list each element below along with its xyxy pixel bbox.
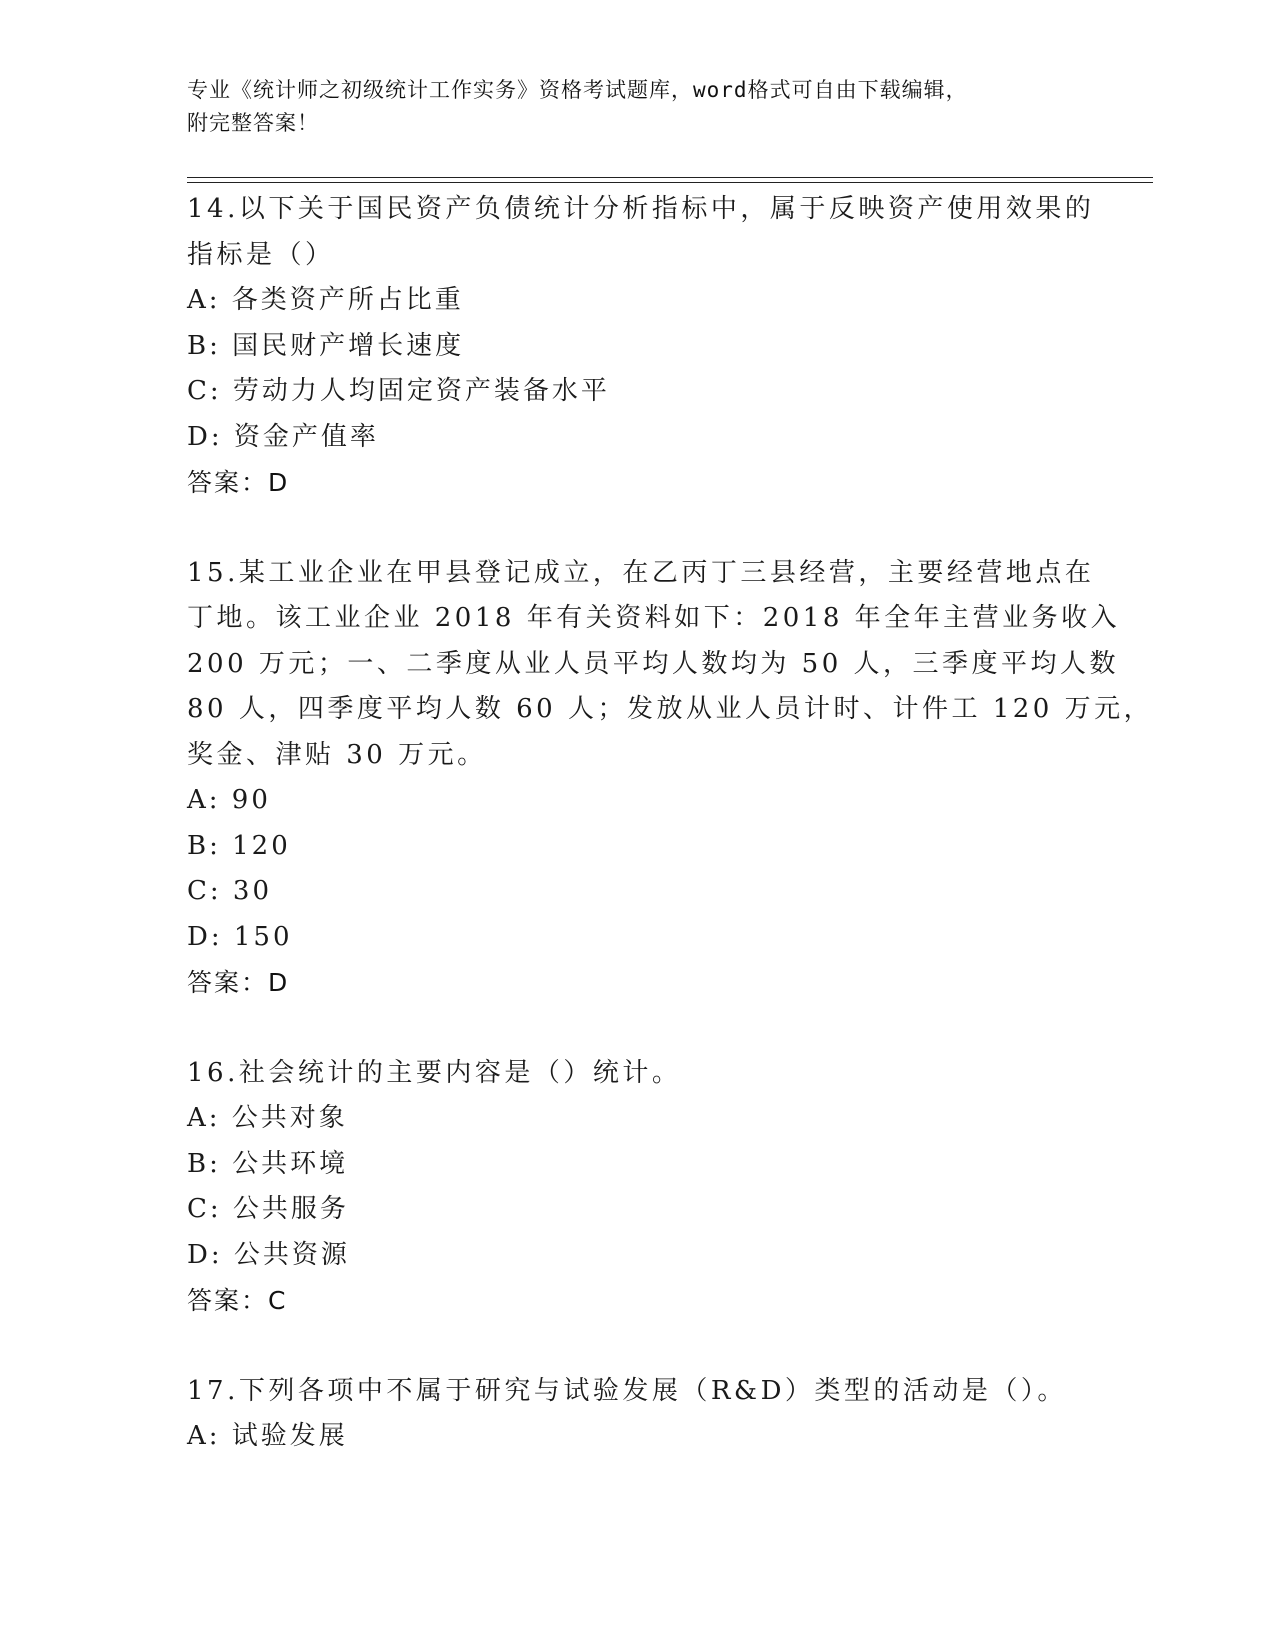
option-c: C: 公共服务 [187,1194,349,1224]
answer: 答案：D [187,968,290,997]
header-line-1: 专业《统计师之初级统计工作实务》资格考试题库，word格式可自由下载编辑， [187,78,968,102]
option-b: B: 公共环境 [187,1148,349,1179]
option-c: C: 劳动力人均固定资产装备水平 [187,376,610,406]
stem-line: 14.以下关于国民资产负债统计分析指标中，属于反映资产使用效果的 [187,194,1095,224]
header-line-2: 附完整答案！ [187,111,319,135]
option-d: D: 公共资源 [187,1239,350,1270]
question-15 [187,551,1154,1006]
answer: 答案：D [187,468,290,497]
stem-line: 指标是（） [187,239,335,270]
stem-line: 15.某工业企业在甲县登记成立，在乙丙丁三县经营，主要经营地点在 [187,557,1095,588]
option-a: A: 各类资产所占比重 [187,285,464,315]
question-17 [187,1369,1087,1460]
question-16 [187,1051,1087,1324]
option-c: C: 30 [187,876,273,906]
header-divider-top [187,177,1153,178]
answer: 答案：C [187,1286,288,1315]
option-d: D: 资金产值率 [187,421,379,452]
stem-line: 奖金、津贴 30 万元。 [187,739,487,770]
stem-line: 200 万元；一、二季度从业人员平均人数均为 50 人，三季度平均人数 [187,648,1120,679]
question-list [187,187,1154,1505]
question-stem [187,551,1154,779]
option-b: B: 国民财产增长速度 [187,330,465,361]
header-divider-bottom [187,182,1153,183]
option-b: B: 120 [187,830,291,861]
option-a: A: 公共对象 [187,1103,348,1133]
option-d: D: 150 [187,921,293,952]
question-stem [187,187,1095,278]
question-14 [187,187,1095,506]
document-header [187,74,1067,140]
stem-line: 80 人，四季度平均人数 60 人；发放从业人员计时、计件工 120 万元， [187,694,1154,724]
question-stem [187,1051,1087,1097]
stem-line: 丁地。该工业企业 2018 年有关资料如下：2018 年全年主营业务收入 [187,603,1121,633]
stem-line: 17.下列各项中不属于研究与试验发展（R&D）类型的活动是（）。 [187,1375,1067,1406]
option-a: A: 90 [187,785,271,815]
question-stem [187,1369,1087,1415]
option-a: A: 试验发展 [187,1421,348,1451]
stem-line: 16.社会统计的主要内容是（）统计。 [187,1057,682,1088]
